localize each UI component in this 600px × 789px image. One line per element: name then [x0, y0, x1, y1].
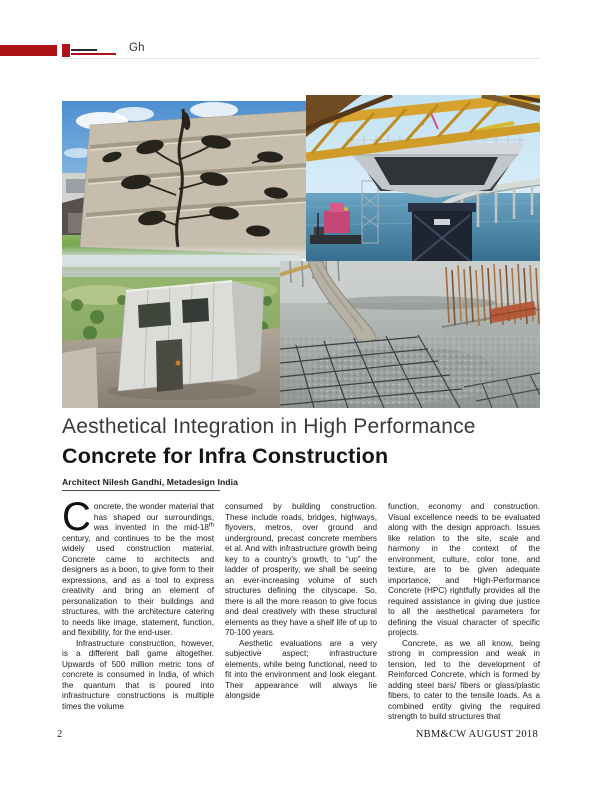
header-divider	[62, 58, 540, 59]
paragraph: function, economy and construction. Visual excellence needs to be evaluated along with the design approach. Issues like relation to the site, scale and harmony in the context of the environment, culture, color tone, and texture, are to be given adequate importance, and High-Performance Concrete (HPC) rightfully provides all the required assistance in giving due justice to all the aesthetical parameters for defining the visual character of specific projects.	[388, 502, 540, 637]
paragraph: consumed by building construction. These include roads, bridges, highways, flyovers, metros, over ground and underground, precast concrete members et al. And with infrastructure growth being key to a country’s growth, to “up” the ladder of prosperity, we shall be seeing an ever-increasing volume of such structures defining the cityscape. So, there is all the more reason to give focus and deal creatively with these structural elements as they have a shelf life of up to 70-100 years.	[225, 502, 377, 637]
column-1	[62, 495, 214, 723]
byline: Architect Nilesh Gandhi, Metadesign India	[62, 477, 239, 487]
header-black-line	[71, 49, 97, 51]
concrete-pour-photo	[280, 261, 540, 408]
cover-collage	[62, 95, 540, 408]
superscript-th: th	[208, 522, 214, 529]
header-red-square	[62, 44, 70, 57]
paragraph: Aesthetic evaluations are a very subjective aspect; infrastructure elements, while being functional, need to fit into the environment and look elegant. Their appearance will always lie alongside	[225, 638, 377, 700]
section-label: Gh	[129, 42, 145, 54]
article-title-line2: Concrete for Infra Construction	[62, 444, 389, 468]
header-red-line	[71, 53, 116, 55]
drop-cap: C	[62, 495, 91, 539]
hillside-house-photo	[62, 255, 302, 408]
paragraph: Infrastructure construction, however, is a different ball game altogether. Upwards of 500 million metric tons of concrete is consumed in India, of which the quantum that is poured into infrastructure constructions is multiple times the volume	[62, 638, 214, 711]
page-number: 2	[57, 729, 63, 740]
paragraph: Concrete, as we all know, being strong in compression and weak in tension, led to the development of Reinforced Concrete, which is formed by adding steel bars/ fibers or glass/plastic fibers, to cater to the tensile loads. As a combined entity giving the required strength to build structures that	[388, 638, 540, 721]
issue-label: NBM&CW AUGUST 2018	[415, 729, 538, 740]
paragraph-text: oncrete, the wonder material that has shaped our surroundings, was invented in the mid-18	[93, 502, 214, 532]
column-3	[388, 502, 540, 723]
byline-divider	[62, 490, 220, 491]
paragraph	[62, 495, 214, 639]
bridge-photo	[306, 95, 540, 272]
header-red-bar	[0, 45, 57, 56]
article-title-line1: Aesthetical Integration in High Performance	[62, 415, 476, 438]
paragraph-text: century, and continues to be the most widely used construction material. Concrete came to architects and designers as a boon, to give form to their expressions, and as a tool to express creativity and bring an element of personalization to their buildings and structures, with the architecture catering to needs like image, statement, function, and flexibility, for the end-user.	[62, 533, 214, 637]
article-body	[62, 495, 540, 723]
column-2	[225, 502, 377, 723]
article-title	[62, 414, 540, 470]
building-photo	[62, 101, 312, 259]
